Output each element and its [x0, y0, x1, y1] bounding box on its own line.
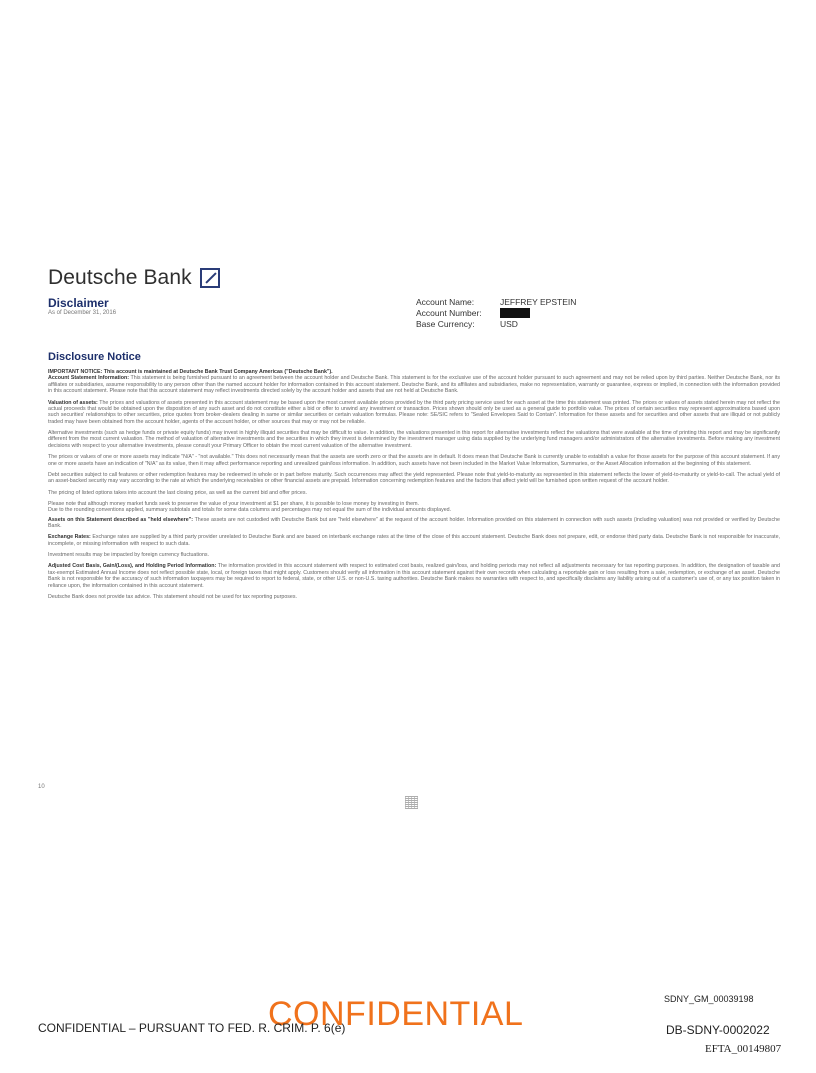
account-number-label: Account Number: [416, 308, 482, 318]
bank-logo [48, 266, 220, 290]
barcode-icon [405, 796, 418, 809]
paragraph-tax-advice: Deutsche Bank does not provide tax advice. This statement should not be used for tax reporting purposes. [48, 593, 298, 600]
important-notice: IMPORTANT NOTICE: This account is maintained at Deutsche Bank Trust Company Americas ("Deutsche Bank"). [48, 369, 333, 375]
redaction-box [500, 308, 530, 318]
statement-date: As of December 31, 2016 [48, 310, 117, 316]
bates-number-db-sdny: DB-SDNY-0002022 [666, 1023, 770, 1037]
account-number-row [416, 308, 576, 319]
bates-number-efta: EFTA_00149807 [705, 1043, 782, 1055]
confidential-stamp: CONFIDENTIAL [268, 995, 524, 1033]
logo-wordmark: Deutsche Bank [48, 266, 192, 289]
account-info [416, 297, 576, 330]
paragraph-held-elsewhere [48, 517, 780, 530]
paragraph-exchange-rates [48, 534, 780, 547]
base-currency-label: Base Currency: [416, 319, 475, 329]
paragraph-rounding: Due to the rounding conventions applied, summary subtotals and totals for some data columns and percentages may not equal the sum of the individual amounts displayed. [48, 507, 452, 514]
paragraph-text: The prices and valuations of assets presented in this account statement may be based upon the most current available prices provided by the third party pricing service used for each asset at the time this statement was printed. The prices or values of assets stated herein may not reflect the actual proceeds that would be obtained upon the disposition of any such asset and do not constitute either a bid or offer to unwind any investment or transaction. Prices shown should only be used as a general guide to portfolio value. The prices of certain securities may represent approximations based upon such securities' relationships to other securities, price quotes from broker-dealers dealing in same or similar securities or certain valuation formulas. Please note: SE/SIC refers to "Sealed Envelopes Said to Contain". Information for these assets and for securities and other assets that are illiquid or not publicly traded may have been obtained from the account holder, agents of the account holder, or other sources that may or may not be reliable. [48, 399, 780, 425]
section-title: Disclosure Notice [48, 351, 141, 363]
paragraph-text: Exchange rates are supplied by a third party provider unrelated to Deutsche Bank and are based on interbank exchange rates at the time of the close of this account statement. Deutsche Bank does not prepare, edit, or endorse third party data. Deutsche Bank is not responsible for inaccurate, incomplete, or missing information with respect to such data. [48, 534, 780, 547]
paragraph-currency-fluctuations: Investment results may be impacted by foreign currency fluctuations. [48, 552, 210, 559]
paragraph-text: These assets are not custodied with Deutsche Bank but are "held elsewhere" at the request of the account holder. Information provided on this statement in connection with such assets (including valuation) was not provided or verified by Deutsche Bank. [48, 516, 780, 530]
confidentiality-notice: CONFIDENTIAL – PURSUANT TO FED. R. CRIM. P. 6(e) [38, 1021, 346, 1035]
account-name-row [416, 297, 576, 308]
logo-slash-icon [200, 268, 220, 288]
paragraph-valuation [48, 400, 780, 426]
paragraph-alternative-investments: Alternative investments (such as hedge funds or private equity funds) may invest in highly illiquid securities that may be difficult to value. In addition, the valuations presented in this report for alternative investments reflect the valuations that were available at the time of printing this report and may be significantly different from the most current valuation. The method of valuation of alternative investments and the securities in which they invest is determined by the investment manager using data supplied by the underlying fund managers and/or administrators of the alternative investments. Before making any investment decisions with respect to your alternative investments, please consult your Primary Officer to obtain the most current valuation of the alternative investment. [48, 430, 780, 449]
paragraph-cost-basis [48, 563, 780, 589]
paragraph-heading: Exchange Rates: [48, 534, 91, 541]
bates-number-sdny-gm: SDNY_GM_00039198 [664, 994, 754, 1004]
paragraph-debt-securities: Debt securities subject to call features or other redemption features may be redeemed in whole or in part before maturity. Such occurrences may affect the yield represented. Please note that yield-to-maturity as represented in this statement reflects the lower of yield-to-maturity or yield-to-call. The actual yield of an asset-backed security may vary according to the rate at which the underlying receivables or other financial assets are prepaid. Information concerning redemption features and the factors that affect yield will be furnished upon written request of the account holder. [48, 471, 780, 485]
paragraph-text: This statement is being furnished pursuant to an agreement between the account holder and Deutsche Bank. This statement is for the exclusive use of the account holder pursuant to such agreement and may not be relied upon by third parties. Neither Deutsche Bank, nor its affiliates or subsidiaries, assume responsibility to any person other than the named account holder for information contained in this account statement. Deutsche Bank, and its affiliates and subsidiaries, make no representation, warranty or guarantee, express or implied, in connection with the information provided in this account statement. Please note that this account statement may reflect investments directed solely by the account holder and assets that are not held at Deutsche Bank. [48, 375, 780, 395]
page-number: 10 [38, 784, 45, 790]
paragraph-heading: Valuation of assets: [48, 399, 98, 406]
paragraph-heading: Account Statement Information: [48, 375, 129, 382]
paragraph-text: The information provided in this account statement with respect to estimated cost basis, realized gain/loss, and holding periods may not reflect all adjustments necessary for tax reporting purposes. In addition, the designation of taxable and tax-exempt Estimated Annual Income does not reflect possible state, local, or foreign taxes that might apply. Customers should verify all information in this account statement against their own records when calculating a reportable gain or loss resulting from a sale, redemption, or exchange of an asset. Deutsche Bank is not responsible for the accuracy of such information taxpayers may be required to report to federal, state, or other U.S. or non-U.S. taxing authorities. Deutsche Bank makes no warranties with respect to, and specifically disclaims any liability arising out of a customer's use of, or any tax position taken in reliance upon, the information contained in this account statement. [48, 563, 780, 589]
disclosure-body [48, 369, 780, 605]
paragraph-heading: Adjusted Cost Basis, Gain/(Loss), and Holding Period Information: [48, 563, 217, 570]
paragraph-money-market: Please note that although money market funds seek to preserve the value of your investment at $1 per share, it is possible to lose money by investing in them. [48, 500, 419, 507]
account-name-value: JEFFREY EPSTEIN [500, 297, 577, 307]
paragraph-account-statement [48, 375, 780, 394]
base-currency-value: USD [500, 319, 518, 329]
account-name-label: Account Name: [416, 297, 475, 307]
paragraph-heading: Assets on this Statement described as "held elsewhere": [48, 516, 193, 523]
page-title: Disclaimer [48, 296, 109, 310]
paragraph-not-available: The prices or values of one or more assets may indicate "N/A" - "not available." This does not necessarily mean that the assets are worth zero or that the assets are in default. It does mean that Deutsche Bank is currently unable to establish a value for those assets for the purpose of this account statement. If any one or more assets have an indication of "N/A" as its value, then it may affect performance reporting and unrealized gain/loss information. In addition, such assets have not been included in the Market Value Information, Summaries, or the Asset Allocation information at the beginning of this statement. [48, 454, 780, 467]
base-currency-row [416, 319, 576, 330]
paragraph-listed-options: The pricing of listed options takes into account the last closing price, as well as the current bid and offer prices. [48, 489, 307, 496]
